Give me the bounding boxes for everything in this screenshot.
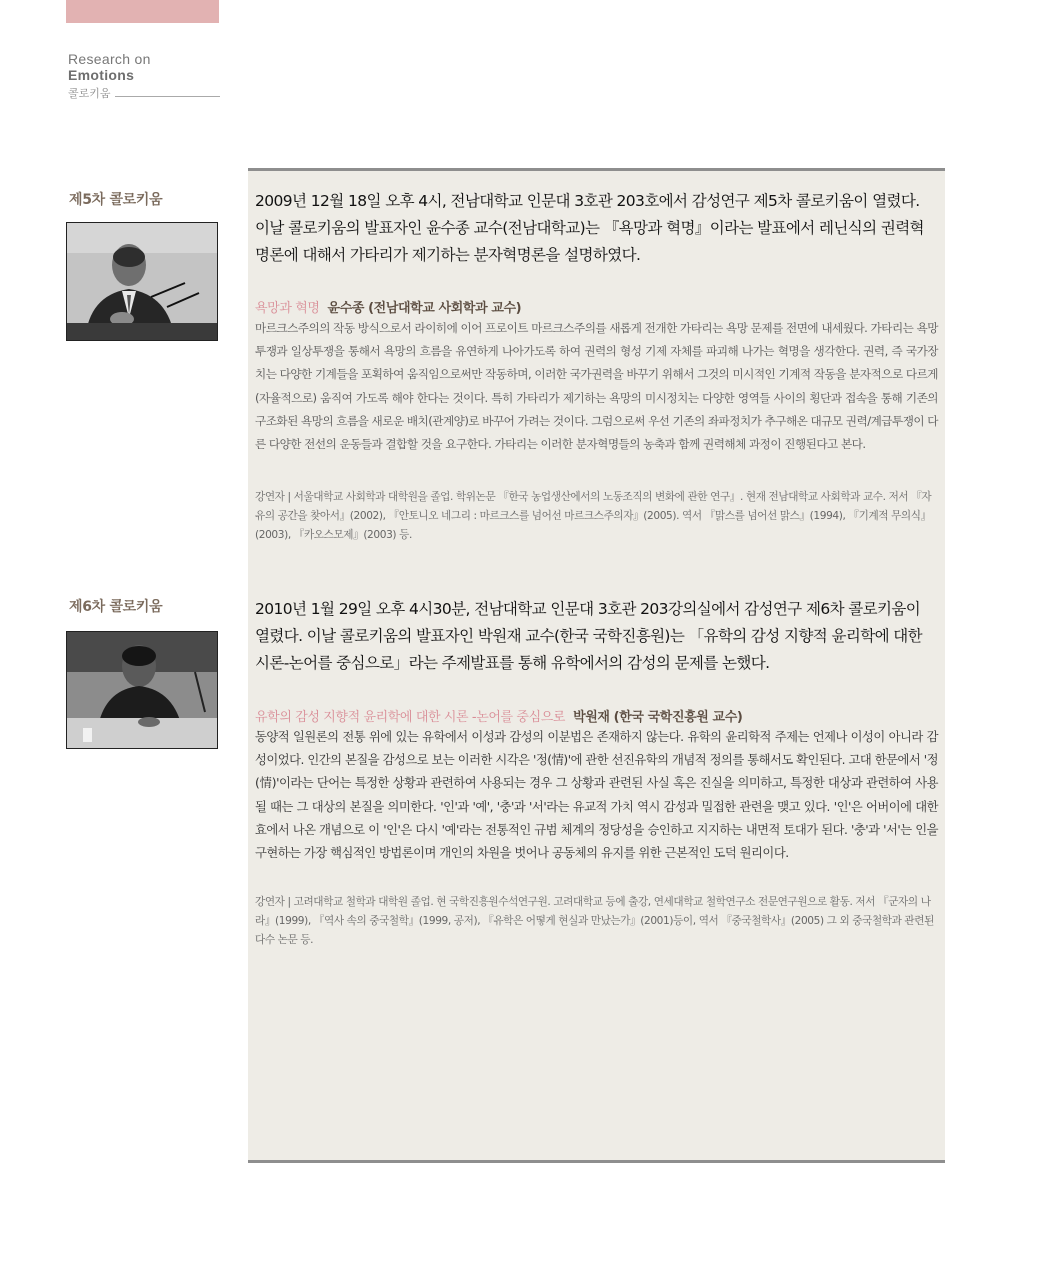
colloquium-5-intro: 2009년 12월 18일 오후 4시, 전남대학교 인문대 3호관 203호에서 감성연구 제5차 콜로키움이 열렸다. 이날 콜로키움의 발표자인 윤수종 교수(전남대학교)는 『욕망과 혁명』이라는 발표에서 레닌식의 권력혁명론에 대해서 가타리가 제기하는 분자혁명론을 설명하였다. (255, 192, 924, 264)
brand-bold: Emotions (68, 67, 135, 83)
lecture-6-abstract: 동양적 일원론의 전통 위에 있는 유학에서 이성과 감성의 이분법은 존재하지 않는다. 유학의 윤리학적 주제는 언제나 이성이 아니라 감성이었다. 인간의 본질을 감성으로 보는 이러한 시각은 '정(情)'에 관한 선진유학의 개념적 정의를 통해서도 확인된다. 고대 한문에서 '정(情)'이라는 단어는 특정한 상황과 관련하여 사용되는 경우 그 상황과 관련된 사실 혹은 진실을 의미하고, 특정한 대상과 관련하여 사용될 때는 그 대상의 본질을 의미한다. '인'과 '예', '충'과 '서'라는 유교적 가치 역시 감성과 밀접한 관련을 맺고 있다. '인'은 어버이에 대한 효에서 나온 개념으로 이 '인'은 다시 '예'라는 전통적인 규범 체계의 정당성을 승인하고 지지하는 내면적 토대가 된다. '충'과 '서'는 인을 구현하는 가장 핵심적인 방법론이며 개인의 차원을 벗어나 공동체의 유지를 위한 근본적인 도덕 원리이다. (255, 730, 938, 861)
speaker-photo-image (67, 223, 217, 340)
section-label-5: 제5차 콜로키움 (69, 192, 163, 208)
brand-sub-text: 콜로키움 (68, 87, 111, 100)
lecture-6-speaker: 박원재 (한국 국학진흥원 교수) (573, 710, 743, 725)
brand-block (68, 51, 220, 101)
brand-subtitle (68, 85, 220, 101)
section-label-6: 제6차 콜로키움 (69, 599, 163, 615)
lecture-5-abstract: 마르크스주의의 작동 방식으로서 라이히에 이어 프로이트 마르크스주의를 새롭게 전개한 가타리는 욕망 문제를 전면에 내세웠다. 가타리는 욕망투쟁과 일상투쟁을 통해서 욕망의 흐름을 유연하게 나아가도록 하여 권력의 형성 기제 자체를 파괴해 나가는 혁명을 생각한다. 권력, 즉 국가장치는 다양한 기계들을 포획하여 움직임으로써만 작동하며, 이러한 국가권력을 바꾸기 위해서 그것의 미시적인 기계적 작동을 분자적으로 다르게(자율적으로) 움직여 가도록 해야 한다는 것이다. 특히 가타리가 제기하는 욕망의 미시정치는 다양한 영역들 사이의 횡단과 접속을 통해 기존의 구조화된 욕망의 흐름을 새로운 배치(관계양)로 바꾸어 가려는 것이다. 그럼으로써 우선 기존의 좌파정치가 추구해온 대규모 권력/계급투쟁이 다른 다양한 전선의 운동들과 결합할 것을 요구한다. 가타리는 이러한 분자혁명들의 농축과 함께 권력해체 과정이 진행된다고 본다. (255, 321, 938, 452)
lecture-6-heading (255, 706, 938, 725)
brand-rule (115, 89, 220, 97)
main-content-panel (248, 168, 945, 1163)
brand-title (68, 51, 220, 83)
speaker-5-bio: 강연자 | 서울대학교 사회학과 대학원을 졸업. 학위논문 『한국 농업생산에서의 노동조직의 변화에 관한 연구』. 현재 전남대학교 사회학과 교수. 저서 『자유의 공간을 찾아서』(2002), 『안토니오 네그리 : 마르크스를 넘어선 마르크스주의자』(2005). 역서 『맑스를 넘어선 맑스』(1994), 『기계적 무의식』(2003), 『카오스모제』(2003) 등. (255, 491, 932, 541)
lecture-5-speaker: 윤수종 (전남대학교 사회학과 교수) (327, 301, 522, 316)
colloquium-6-intro: 2010년 1월 29일 오후 4시30분, 전남대학교 인문대 3호관 203강의실에서 감성연구 제6차 콜로키움이 열렸다. 이날 콜로키움의 발표자인 박원재 교수(한국 국학진흥원)는 「유학의 감성 지향적 윤리학에 대한 시론-논어를 중심으로」라는 주제발표를 통해 유학에서의 감성의 문제를 논했다. (255, 600, 923, 672)
lecture-6-title: 유학의 감성 지향적 윤리학에 대한 시론 -논어를 중심으로 (255, 710, 566, 725)
speaker-photo-yoon (66, 222, 218, 341)
speaker-6-bio: 강연자 | 고려대학교 철학과 대학원 졸업. 현 국학진흥원수석연구원. 고려대학교 등에 출강, 연세대학교 철학연구소 전문연구원으로 활동. 저서 『군자의 나라』(1999), 『역사 속의 중국철학』(1999, 공저), 『유학은 어떻게 현실과 만났는가』(2001)등이, 역서 『중국철학사』(2005) 그 외 중국철학과 관련된 다수 논문 등. (255, 896, 934, 946)
lecture-5-heading (255, 297, 938, 316)
brand-prefix: Research on (68, 51, 151, 67)
header-accent-bar (66, 0, 219, 23)
speaker-photo-park (66, 631, 218, 749)
lecture-5-title: 욕망과 혁명 (255, 301, 320, 316)
speaker-photo-image (67, 632, 217, 748)
